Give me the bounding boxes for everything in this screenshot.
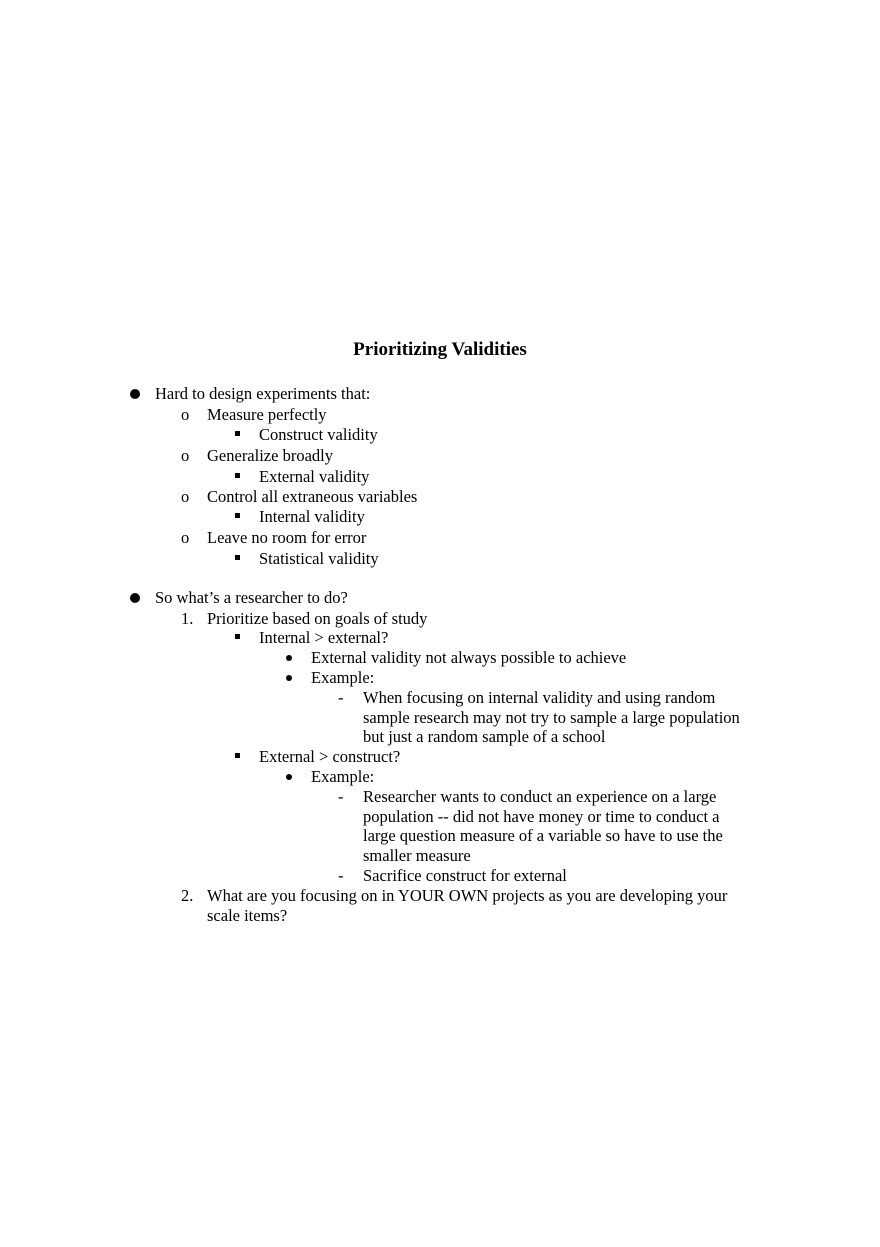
square-bullet-icon bbox=[235, 555, 240, 560]
small-bullet-icon bbox=[286, 774, 292, 780]
dash-marker: - bbox=[338, 787, 344, 806]
dash-marker: - bbox=[338, 866, 344, 885]
circle-bullet-icon: o bbox=[181, 446, 190, 465]
bullet-icon bbox=[130, 593, 140, 603]
section2-heading: So what’s a researcher to do? bbox=[155, 588, 348, 607]
dash-item-line: When focusing on internal validity and using random bbox=[363, 688, 716, 707]
list-item: Prioritize based on goals of study bbox=[207, 609, 428, 628]
square-bullet-icon bbox=[235, 634, 240, 639]
section1-heading: Hard to design experiments that: bbox=[155, 384, 371, 403]
list-subitem: Statistical validity bbox=[259, 549, 379, 568]
small-bullet-icon bbox=[286, 655, 292, 661]
dash-item-line: Researcher wants to conduct an experience on a large bbox=[363, 787, 717, 806]
dash-marker: - bbox=[338, 688, 344, 707]
list-item-continuation: scale items? bbox=[207, 906, 288, 925]
square-bullet-icon bbox=[235, 513, 240, 518]
square-bullet-icon bbox=[235, 431, 240, 436]
list-item: Generalize broadly bbox=[207, 446, 333, 465]
circle-bullet-icon: o bbox=[181, 528, 190, 547]
list-number: 1. bbox=[181, 609, 194, 628]
circle-bullet-icon: o bbox=[181, 487, 190, 506]
list-item: Measure perfectly bbox=[207, 405, 327, 424]
list-subitem: Internal validity bbox=[259, 507, 365, 526]
dash-item-line: population -- did not have money or time to conduct a bbox=[363, 807, 720, 826]
square-bullet-icon bbox=[235, 753, 240, 758]
list-subsubitem: External validity not always possible to achieve bbox=[311, 648, 627, 667]
list-subitem: External > construct? bbox=[259, 747, 401, 766]
page-title: Prioritizing Validities bbox=[353, 339, 527, 360]
list-subitem: Construct validity bbox=[259, 425, 378, 444]
list-subitem: Internal > external? bbox=[259, 628, 389, 647]
dash-item-line: large question measure of a variable so have to use the bbox=[363, 826, 723, 845]
square-bullet-icon bbox=[235, 473, 240, 478]
bullet-icon bbox=[130, 389, 140, 399]
dash-item-line: sample research may not try to sample a large population bbox=[363, 708, 740, 727]
dash-item-line: Sacrifice construct for external bbox=[363, 866, 567, 885]
circle-bullet-icon: o bbox=[181, 405, 190, 424]
list-item: Control all extraneous variables bbox=[207, 487, 418, 506]
list-subsubitem: Example: bbox=[311, 767, 375, 786]
list-subsubitem: Example: bbox=[311, 668, 375, 687]
small-bullet-icon bbox=[286, 675, 292, 681]
dash-item-line: but just a random sample of a school bbox=[363, 727, 606, 746]
list-item: What are you focusing on in YOUR OWN projects as you are developing your bbox=[207, 886, 728, 905]
list-item: Leave no room for error bbox=[207, 528, 367, 547]
dash-item-line: smaller measure bbox=[363, 846, 471, 865]
list-subitem: External validity bbox=[259, 467, 370, 486]
list-number: 2. bbox=[181, 886, 194, 905]
